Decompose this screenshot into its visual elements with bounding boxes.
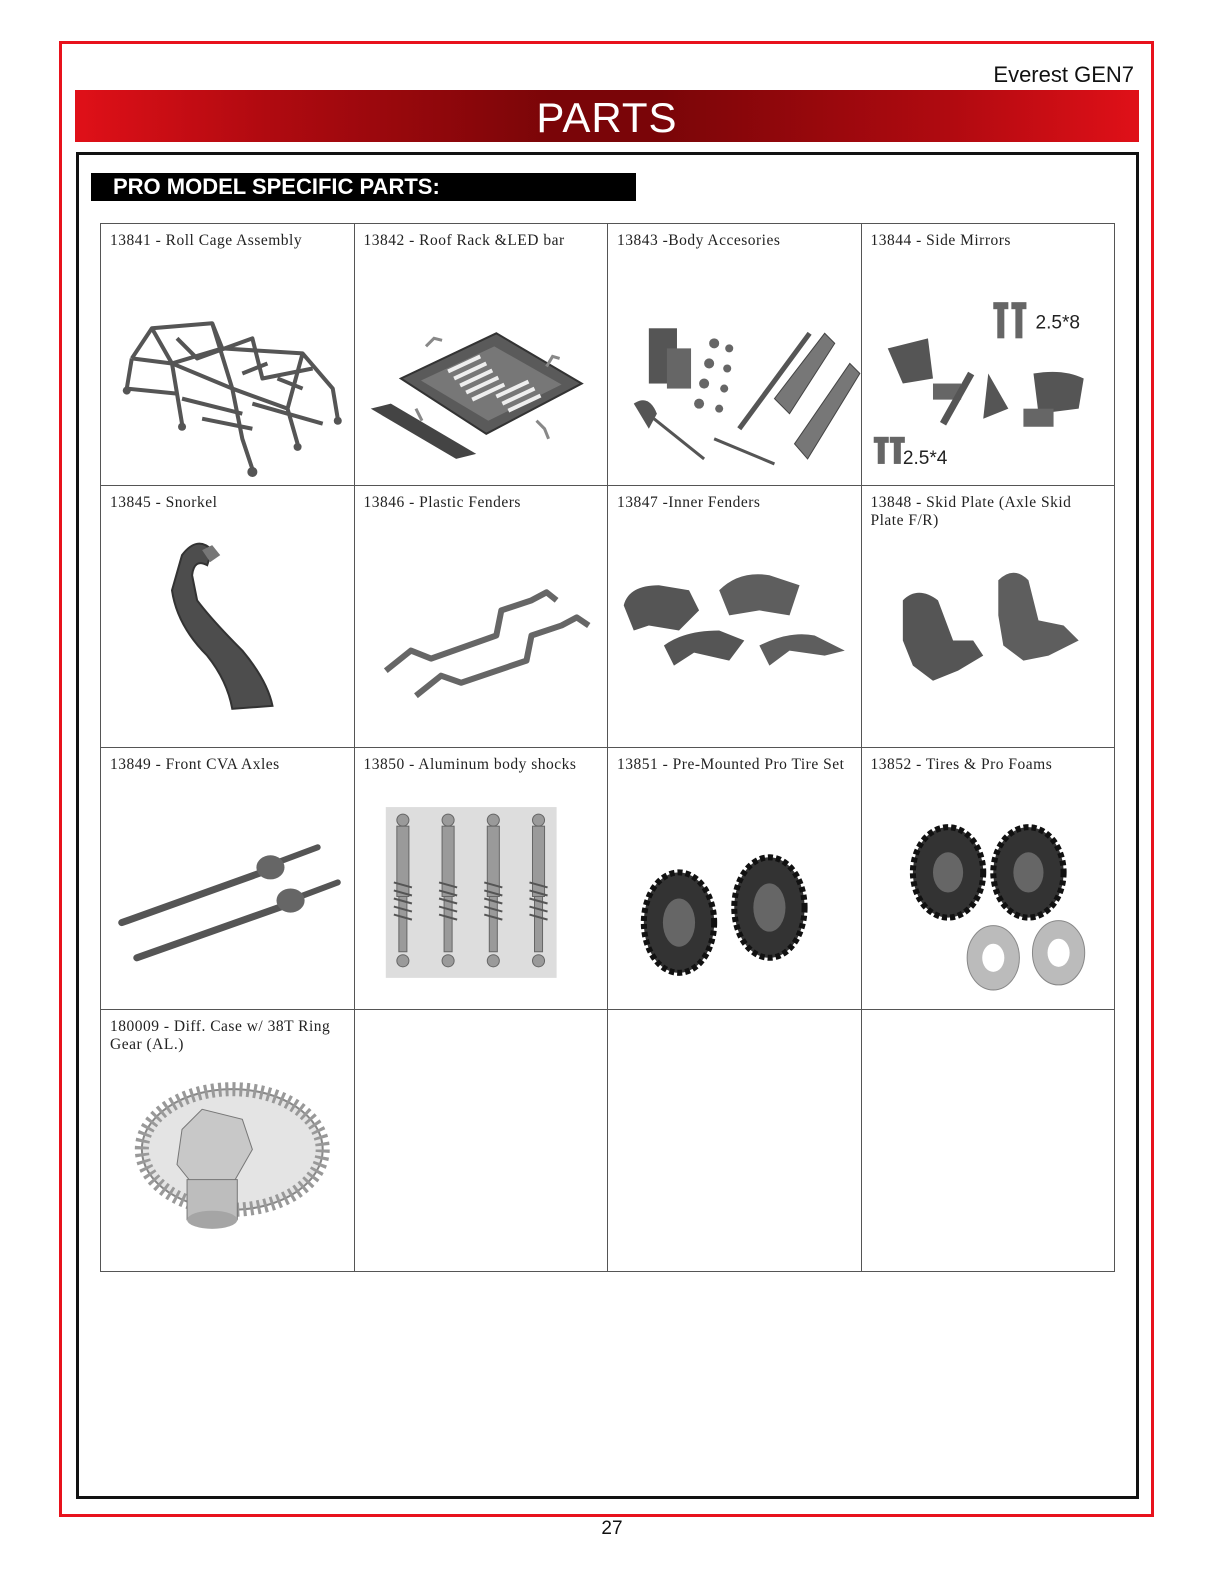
side-mirrors-image	[862, 268, 1115, 479]
part-label: 13848 - Skid Plate (Axle Skid Plate F/R)	[870, 494, 1072, 529]
diff-case-drawing	[101, 1054, 354, 1265]
banner-title: PARTS	[536, 94, 678, 141]
part-label: 13841 - Roll Cage Assembly	[110, 232, 303, 249]
screw-top-label: 2.5*8	[1034, 312, 1080, 334]
side-mirrors-drawing	[862, 268, 1115, 479]
part-cell	[354, 224, 608, 486]
roll-cage-drawing	[101, 268, 354, 479]
inner-fenders-image	[608, 530, 861, 741]
part-cell	[861, 486, 1115, 748]
part-cell	[101, 748, 355, 1010]
part-cell	[354, 486, 608, 748]
plastic-fenders-image	[355, 530, 608, 741]
skid-plate-image	[862, 530, 1115, 741]
page-number: 27	[601, 1518, 623, 1539]
part-label: 13846 - Plastic Fenders	[363, 494, 521, 511]
inner-fenders-drawing	[608, 530, 861, 741]
part-cell	[101, 1010, 355, 1272]
roof-rack-drawing	[355, 268, 608, 479]
snorkel-image	[101, 530, 354, 741]
cva-axles-drawing	[101, 792, 354, 1003]
body-accessories-drawing	[608, 268, 861, 479]
aluminum-shocks-image	[355, 792, 608, 1003]
screw-bottom-label: 2.5*4	[902, 447, 947, 469]
part-cell	[861, 748, 1115, 1010]
snorkel-drawing	[101, 530, 354, 741]
aluminum-shocks-drawing	[355, 792, 608, 1003]
part-label: 13850 - Aluminum body shocks	[363, 756, 577, 773]
section-title: PRO MODEL SPECIFIC PARTS:	[113, 174, 440, 199]
plastic-fenders-drawing	[355, 530, 608, 741]
part-cell	[608, 748, 862, 1010]
part-label: 180009 - Diff. Case w/ 38T Ring Gear (AL.)	[110, 1018, 331, 1053]
title-banner	[75, 90, 1139, 142]
parts-grid	[100, 223, 1115, 1272]
pro-tire-set-image	[608, 792, 861, 1003]
part-cell	[861, 224, 1115, 486]
part-label: 13844 - Side Mirrors	[870, 232, 1011, 249]
roll-cage-image	[101, 268, 354, 479]
part-label: 13845 - Snorkel	[110, 494, 218, 511]
diff-case-image	[101, 1054, 354, 1265]
part-label: 13847 -Inner Fenders	[617, 494, 761, 511]
section-header	[91, 173, 636, 201]
model-name: Everest GEN7	[993, 62, 1134, 87]
empty-cell	[354, 1010, 608, 1272]
part-cell	[354, 748, 608, 1010]
body-accessories-image	[608, 268, 861, 479]
tires-foams-image	[862, 792, 1115, 1003]
empty-cell	[608, 1010, 862, 1272]
pro-tire-set-drawing	[608, 792, 861, 1003]
part-label: 13843 -Body Accesories	[617, 232, 781, 249]
part-label: 13849 - Front CVA Axles	[110, 756, 280, 773]
part-label: 13852 - Tires & Pro Foams	[870, 756, 1053, 773]
part-cell	[101, 486, 355, 748]
skid-plate-drawing	[862, 530, 1115, 741]
part-cell	[608, 224, 862, 486]
part-label: 13851 - Pre-Mounted Pro Tire Set	[617, 756, 845, 773]
cva-axles-image	[101, 792, 354, 1003]
part-cell	[101, 224, 355, 486]
part-label: 13842 - Roof Rack &LED bar	[363, 232, 565, 249]
part-cell	[608, 486, 862, 748]
tires-foams-drawing	[862, 792, 1115, 1003]
empty-cell	[861, 1010, 1115, 1272]
roof-rack-image	[355, 268, 608, 479]
